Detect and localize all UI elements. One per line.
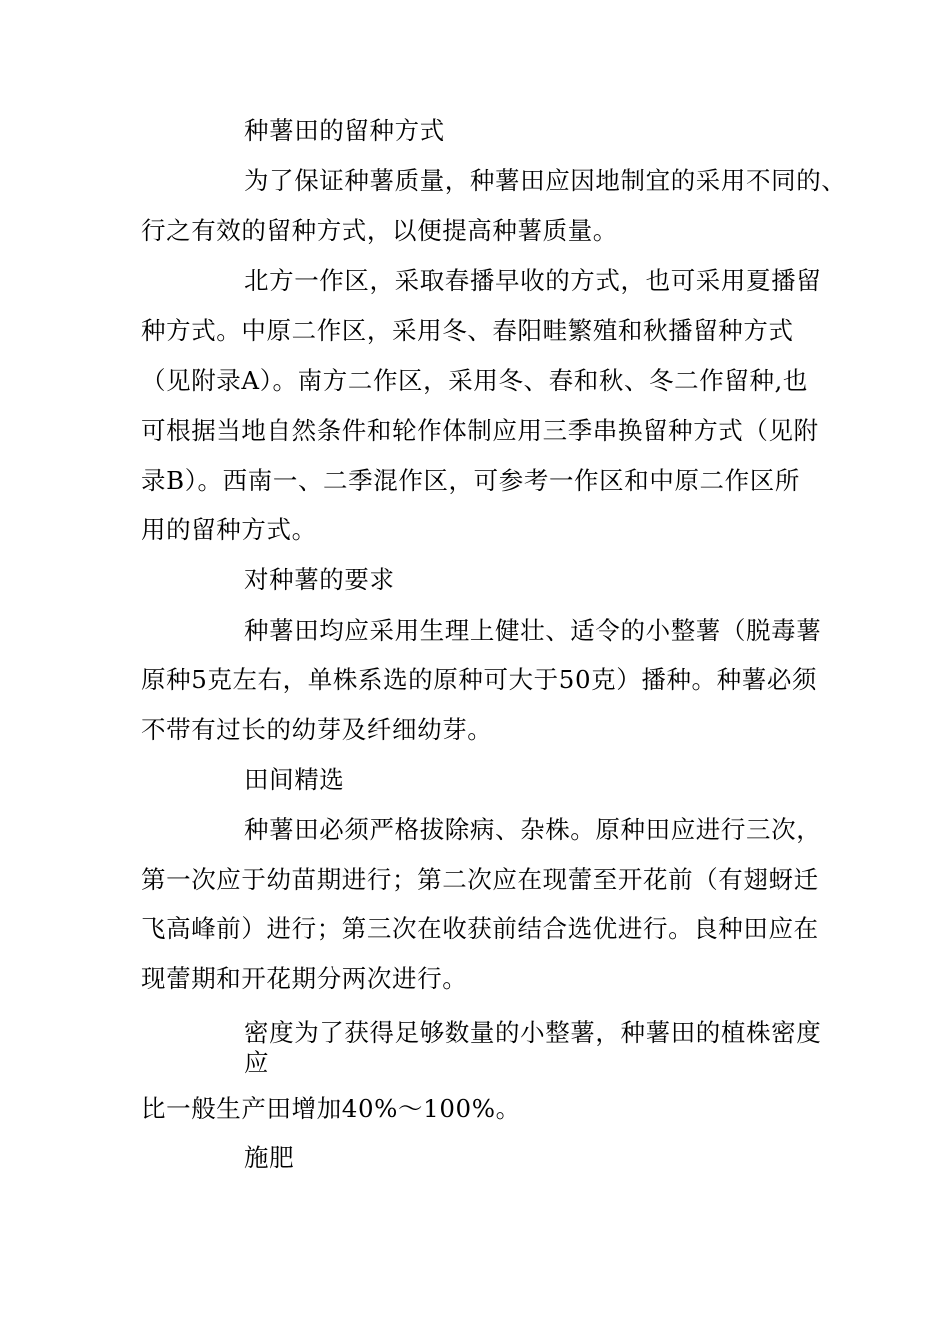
paragraph-line: 原种5克左右，单株系选的原种可大于50克）播种。种薯必须 (141, 665, 818, 694)
paragraph-line: 录B）。西南一、二季混作区，可参考一作区和中原二作区所 (141, 466, 800, 495)
paragraph-line: 第一次应于幼苗期进行；第二次应在现蕾至开花前（有翅蚜迁 (141, 865, 819, 894)
paragraph-line: （见附录A）。南方二作区，采用冬、春和秋、冬二作留种,也 (141, 366, 809, 395)
paragraph-line: 比一般生产田增加40%〜100%。 (141, 1094, 521, 1123)
paragraph-line: 种薯田均应采用生理上健壮、适令的小整薯（脱毒薯 (244, 616, 822, 645)
paragraph-line: 不带有过长的幼芽及纤细幼芽。 (141, 715, 493, 744)
paragraph-line: 应 (244, 1048, 270, 1077)
section-heading-seed-requirements: 对种薯的要求 (244, 565, 395, 594)
paragraph-line: 种薯田必须严格拔除病、杂株。原种田应进行三次， (244, 815, 822, 844)
section-heading-field-selection: 田间精选 (244, 765, 345, 794)
paragraph-line: 可根据当地自然条件和轮作体制应用三季串换留种方式（见附 (141, 416, 819, 445)
paragraph-line: 北方一作区，采取春播早收的方式，也可采用夏播留 (244, 266, 822, 295)
paragraph-line: 密度为了获得足够数量的小整薯，种薯田的植株密度 (244, 1018, 822, 1047)
section-heading-fertilization: 施肥 (244, 1143, 295, 1172)
paragraph-line: 种方式。中原二作区，采用冬、春阳畦繁殖和秋播留种方式 (141, 316, 794, 345)
paragraph-line: 飞高峰前）进行；第三次在收获前结合选优进行。良种田应在 (141, 914, 819, 943)
paragraph-line: 用的留种方式。 (141, 515, 317, 544)
paragraph-line: 现蕾期和开花期分两次进行。 (141, 964, 468, 993)
paragraph-line: 行之有效的留种方式，以便提高种薯质量。 (141, 216, 618, 245)
paragraph-line: 为了保证种薯质量，种薯田应因地制宜的采用不同的、 (244, 166, 847, 195)
section-heading-seed-retention: 种薯田的留种方式 (244, 116, 445, 145)
